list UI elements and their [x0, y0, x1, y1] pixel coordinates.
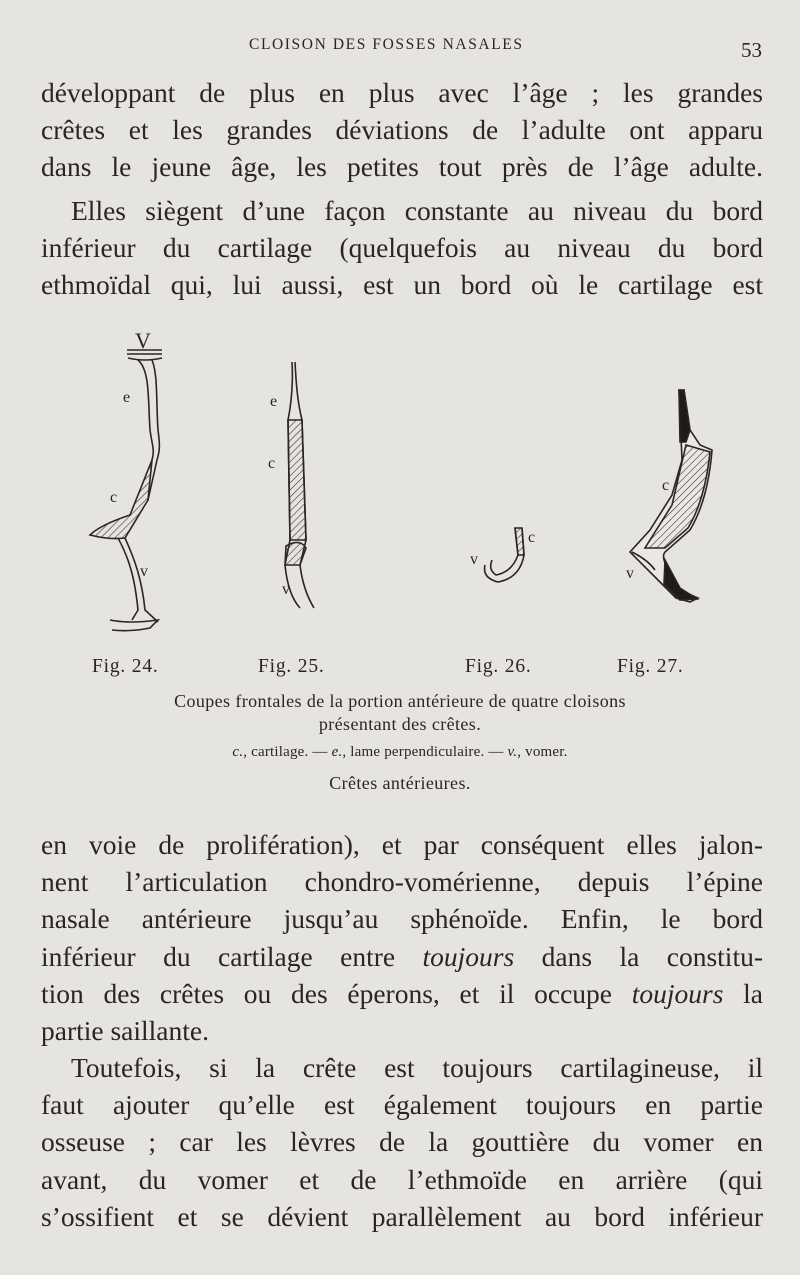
- text-line: nent l’articulation chondro-vomérienne, depuis l’épine: [41, 866, 763, 898]
- paragraph-2: [41, 192, 763, 304]
- fig24-label-V: V: [135, 328, 151, 353]
- text-line: [41, 975, 763, 1012]
- text-run: la: [723, 977, 763, 1009]
- fig25-label-e: e: [270, 393, 278, 410]
- text-line: dans le jeune âge, les petites tout près de l’âge adulte.: [41, 151, 763, 183]
- caption-line-2: présentant des crêtes.: [318, 714, 482, 734]
- fig-26-drawing: [485, 528, 524, 582]
- fig25-label-v: v: [282, 581, 290, 598]
- fig24-label-v: v: [140, 563, 148, 580]
- fig-26-label: Fig. 26.: [465, 656, 532, 677]
- text-line: crêtes et les grandes déviations de l’adulte ont apparu: [41, 114, 763, 146]
- figure-labels: [0, 656, 800, 682]
- text-line: [41, 938, 763, 975]
- text-line: Elles siègent d’une façon constante au niveau du bord: [71, 195, 763, 226]
- fig27-label-v: v: [626, 565, 634, 582]
- paragraph-3: [41, 826, 763, 1049]
- emphasis: toujours: [631, 977, 724, 1009]
- figure-caption: [0, 690, 800, 736]
- figure-subtitle: Crêtes antérieures.: [329, 773, 471, 793]
- legend-e-abbr: e.: [331, 744, 343, 760]
- text-line: faut ajouter qu’elle est également toujours en partie: [41, 1089, 763, 1121]
- fig26-label-v: v: [470, 551, 478, 568]
- text-line: inférieur du cartilage (quelquefois au niveau du bord: [41, 232, 763, 264]
- paragraph-1: [41, 74, 763, 186]
- fig-25-label: Fig. 25.: [258, 656, 325, 677]
- fig26-label-c: c: [528, 529, 536, 546]
- legend-c-text: , cartilage. —: [243, 744, 332, 760]
- fig27-label-c: c: [662, 477, 670, 494]
- fig-27-drawing: [630, 390, 712, 602]
- emphasis: toujours: [422, 940, 515, 972]
- fig24-label-e: e: [123, 389, 131, 406]
- text-line: s’ossifient et se dévient parallèlement au bord inférieur: [41, 1200, 763, 1232]
- text-run: tion des crêtes ou des éperons, et il occupe: [41, 977, 632, 1009]
- figures-drawing: [0, 320, 800, 650]
- text-line: en voie de prolifération), et par conséquent elles jalon-: [41, 829, 763, 860]
- fig-25-drawing: [285, 362, 314, 608]
- text-line: nasale antérieure jusqu’au sphénoïde. Enfin, le bord: [41, 903, 763, 935]
- text-run: dans la constitu-: [514, 940, 763, 972]
- text-line: développant de plus en plus avec l’âge ; les grandes: [41, 77, 763, 108]
- text-line: Toutefois, si la crête est toujours cartilagineuse, il: [71, 1052, 763, 1083]
- caption-line-1: Coupes frontales de la portion antérieure de quatre cloisons: [174, 691, 626, 711]
- text-line: avant, du vomer et de l’ethmoïde en arrière (qui: [41, 1163, 763, 1195]
- fig-27-label: Fig. 27.: [617, 656, 684, 677]
- text-run: inférieur du cartilage entre: [41, 940, 423, 972]
- text-line: osseuse ; car les lèvres de la gouttière du vomer en: [41, 1126, 763, 1158]
- legend-v-abbr: v.: [507, 744, 518, 760]
- paragraph-4: [41, 1049, 763, 1235]
- figure-legend: [0, 744, 800, 761]
- text-line: partie saillante.: [41, 1015, 209, 1047]
- legend-v-text: , vomer.: [517, 744, 568, 760]
- legend-c-abbr: c.: [232, 744, 244, 760]
- fig-24-label: Fig. 24.: [92, 656, 159, 677]
- page-number: 53: [741, 38, 762, 62]
- figures-area: [0, 320, 800, 650]
- fig24-label-c: c: [110, 489, 118, 506]
- legend-e-text: , lame perpendiculaire. —: [342, 744, 508, 760]
- fig25-label-c: c: [268, 455, 276, 472]
- text-line: ethmoïdal qui, lui aussi, est un bord où le cartilage est: [41, 269, 763, 301]
- running-head: [0, 36, 800, 64]
- running-title: CLOISON DES FOSSES NASALES: [249, 36, 524, 53]
